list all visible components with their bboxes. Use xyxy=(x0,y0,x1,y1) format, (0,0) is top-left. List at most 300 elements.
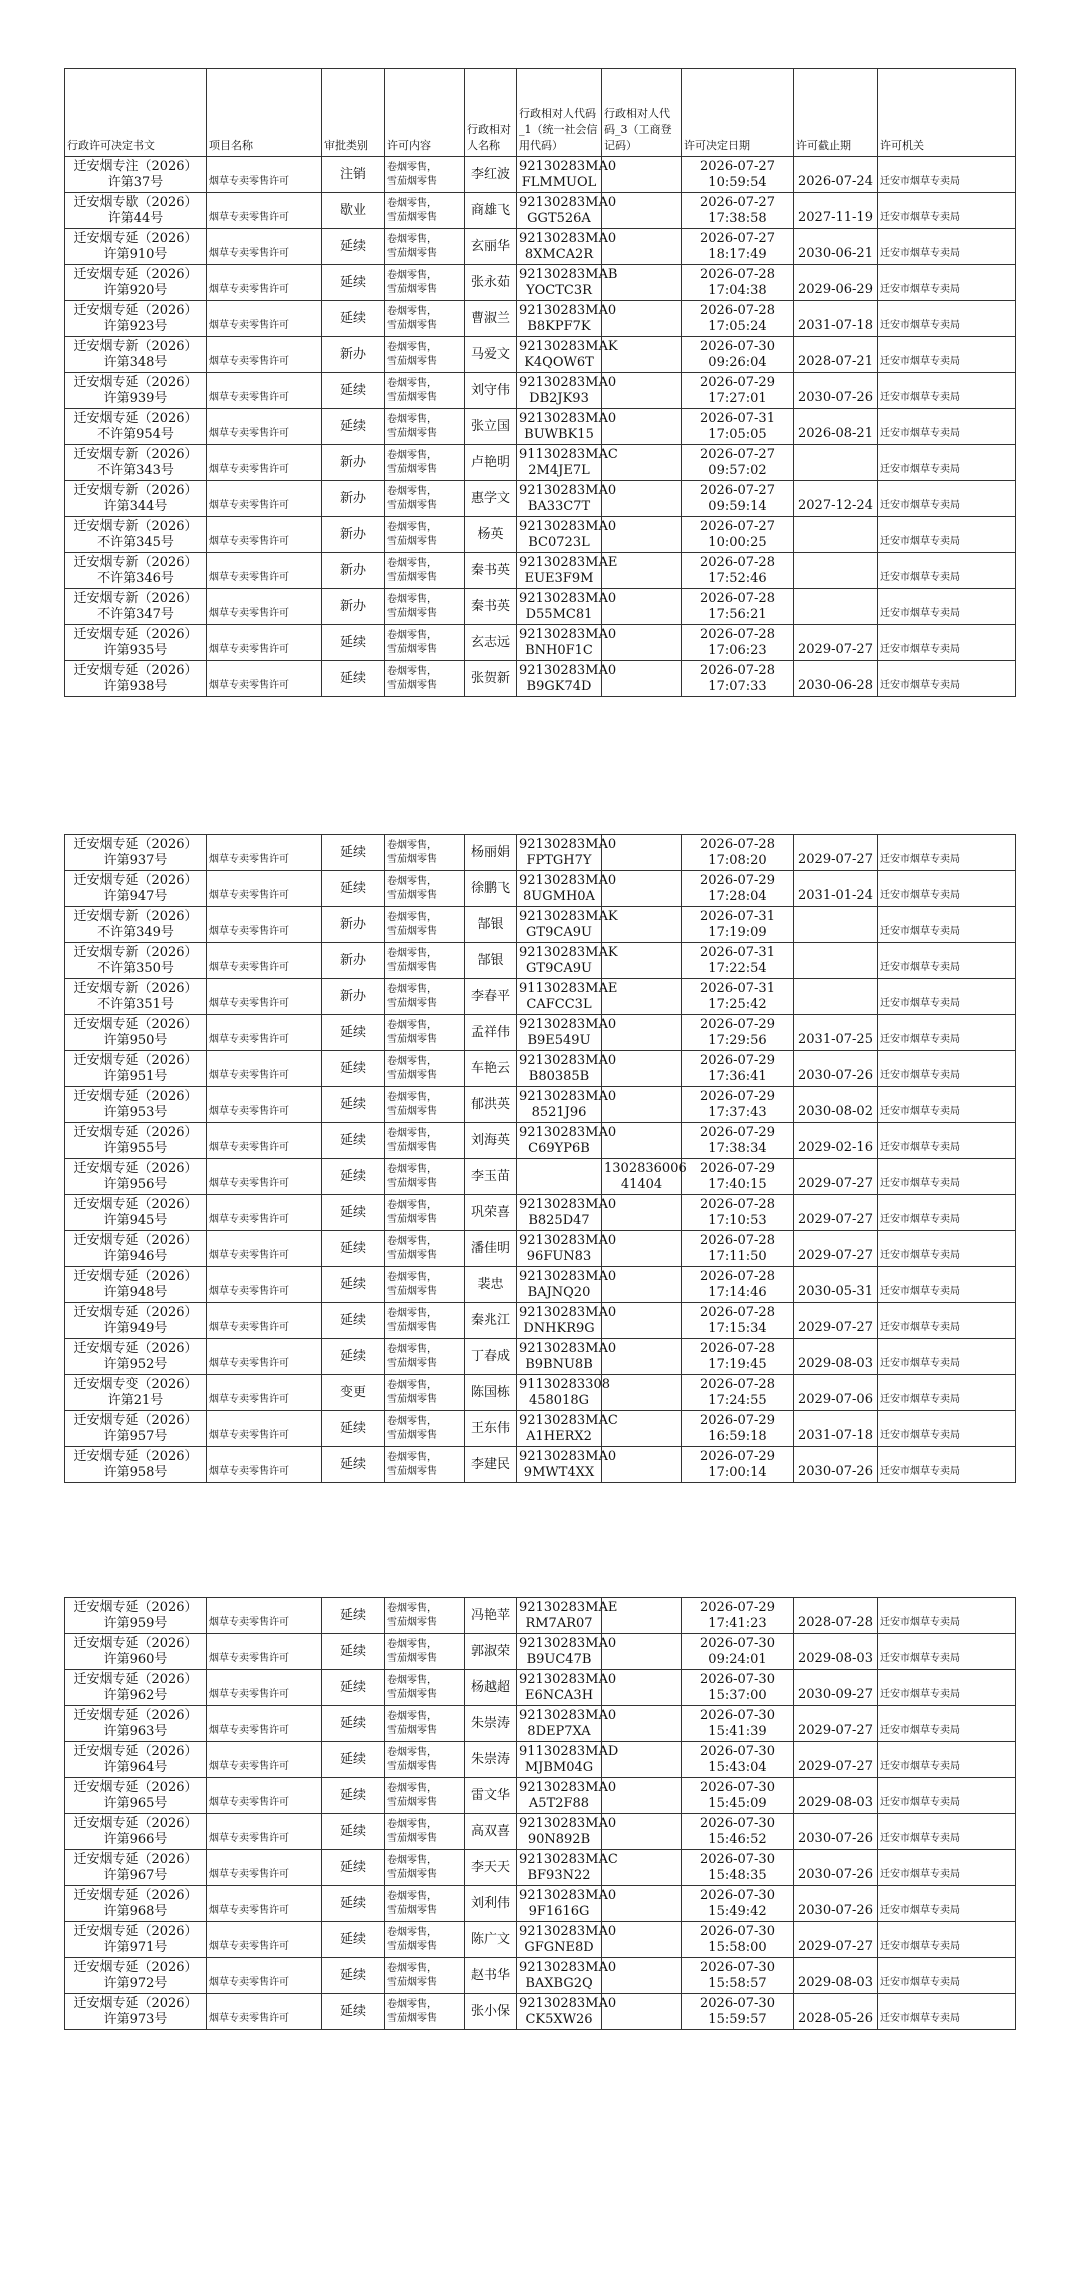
credit-code-cell xyxy=(517,481,617,517)
decision-doc-cell-line: 迁安烟专延（2026） xyxy=(73,1268,198,1284)
decision-doc-cell xyxy=(65,445,207,481)
authority-cell: 迁安市烟草专卖局 xyxy=(878,1670,1016,1706)
table-row xyxy=(65,445,1016,481)
project-name-cell: 烟草专卖零售许可 xyxy=(207,193,322,229)
approval-type-cell: 新办 xyxy=(322,907,385,943)
license-content-cell-line: 雪茄烟零售 xyxy=(387,997,437,1009)
decision-date-cell xyxy=(682,1922,794,1958)
table-row xyxy=(65,1087,1016,1123)
credit-code-cell-line: D55MC81 xyxy=(525,606,593,622)
table-row xyxy=(65,1231,1016,1267)
decision-date-cell xyxy=(682,409,794,445)
approval-type-cell: 延续 xyxy=(322,1886,385,1922)
decision-doc-cell xyxy=(65,1015,207,1051)
decision-date-cell xyxy=(682,1123,794,1159)
credit-code-cell-line: 92130283MA0 xyxy=(519,374,617,390)
license-content-cell-line: 卷烟零售， xyxy=(387,161,437,173)
license-content-cell-line: 卷烟零售， xyxy=(387,521,437,533)
decision-date-cell xyxy=(682,481,794,517)
approval-type-cell: 新办 xyxy=(322,517,385,553)
table-row xyxy=(65,1303,1016,1339)
authority-cell: 迁安市烟草专卖局 xyxy=(878,1267,1016,1303)
decision-doc-cell-line: 迁安烟专延（2026） xyxy=(73,1196,198,1212)
table-row xyxy=(65,265,1016,301)
license-content-cell-line: 雪茄烟零售 xyxy=(387,1904,437,1916)
decision-date-cell xyxy=(682,1634,794,1670)
party-name-cell: 李玉苗 xyxy=(465,1159,517,1195)
decision-date-cell-line: 2026-07-27 xyxy=(700,518,775,534)
credit-code-cell-line: A5T2F88 xyxy=(528,1795,590,1811)
decision-date-cell-line: 17:37:43 xyxy=(708,1104,767,1120)
decision-date-cell-line: 17:11:50 xyxy=(708,1248,767,1264)
project-name-cell: 烟草专卖零售许可 xyxy=(207,337,322,373)
authority-cell: 迁安市烟草专卖局 xyxy=(878,157,1016,193)
license-content-cell-line: 卷烟零售， xyxy=(387,1602,437,1614)
decision-date-cell-line: 17:10:53 xyxy=(708,1212,767,1228)
authority-cell: 迁安市烟草专卖局 xyxy=(878,943,1016,979)
credit-code-cell-line: 92130283MA0 xyxy=(519,1779,617,1795)
decision-date-cell xyxy=(682,835,794,871)
authority-cell: 迁安市烟草专卖局 xyxy=(878,1706,1016,1742)
authority-cell: 迁安市烟草专卖局 xyxy=(878,589,1016,625)
decision-doc-cell xyxy=(65,1447,207,1483)
credit-code-cell xyxy=(517,1375,610,1411)
license-content-cell-line: 雪茄烟零售 xyxy=(387,1796,437,1808)
expiry-date-cell: 2030-06-28 xyxy=(794,661,878,697)
credit-code-cell-line: 92130283MA0 xyxy=(519,1304,617,1320)
credit-code-cell-line: 92130283MAK xyxy=(519,338,618,354)
license-table xyxy=(64,1597,1016,2030)
credit-code-cell xyxy=(517,301,617,337)
license-content-cell-line: 卷烟零售， xyxy=(387,983,437,995)
decision-doc-cell-line: 迁安烟专注（2026） xyxy=(73,158,198,174)
decision-doc-cell-line: 许第21号 xyxy=(107,1392,164,1408)
expiry-date-cell: 2029-07-27 xyxy=(794,1195,878,1231)
project-name-cell: 烟草专卖零售许可 xyxy=(207,1706,322,1742)
decision-date-cell-line: 17:22:54 xyxy=(708,960,767,976)
approval-type-cell: 延续 xyxy=(322,301,385,337)
decision-doc-cell-line: 迁安烟专延（2026） xyxy=(73,1232,198,1248)
decision-doc-cell-line: 许第938号 xyxy=(103,678,168,694)
credit-code-cell-line: E6NCA3H xyxy=(524,1687,594,1703)
credit-code-cell-line: BUWBK15 xyxy=(524,426,594,442)
credit-code-cell-line: 96FUN83 xyxy=(526,1248,592,1264)
approval-type-cell: 变更 xyxy=(322,1375,385,1411)
decision-doc-cell-line: 迁安烟专延（2026） xyxy=(73,836,198,852)
credit-code-cell-line: 92130283MA0 xyxy=(519,230,617,246)
approval-type-cell: 延续 xyxy=(322,265,385,301)
decision-date-cell xyxy=(682,157,794,193)
license-content-cell xyxy=(385,943,465,979)
decision-doc-cell xyxy=(65,1850,207,1886)
decision-date-cell xyxy=(682,1159,794,1195)
credit-code-cell-line: 92130283MA0 xyxy=(519,1671,617,1687)
decision-doc-cell-line: 迁安烟专新（2026） xyxy=(73,908,198,924)
expiry-date-cell: 2028-07-28 xyxy=(794,1598,878,1634)
license-content-cell xyxy=(385,409,465,445)
project-name-cell: 烟草专卖零售许可 xyxy=(207,1778,322,1814)
decision-date-cell-line: 2026-07-28 xyxy=(700,302,775,318)
credit-code-cell-line: 92130283MA0 xyxy=(519,518,617,534)
expiry-date-cell: 2027-12-24 xyxy=(794,481,878,517)
header-cell: 行政许可决定书文 xyxy=(65,69,207,157)
decision-doc-cell-line: 许第973号 xyxy=(103,2011,168,2027)
table-row xyxy=(65,229,1016,265)
decision-doc-cell xyxy=(65,193,207,229)
approval-type-cell: 延续 xyxy=(322,1447,385,1483)
decision-date-cell-line: 2026-07-28 xyxy=(700,1340,775,1356)
decision-date-cell xyxy=(682,517,794,553)
license-content-cell xyxy=(385,1742,465,1778)
license-content-cell-line: 雪茄烟零售 xyxy=(387,1033,437,1045)
expiry-date-cell: 2030-07-26 xyxy=(794,1814,878,1850)
table-row xyxy=(65,157,1016,193)
expiry-date-cell: 2029-08-03 xyxy=(794,1634,878,1670)
decision-doc-cell-line: 迁安烟专延（2026） xyxy=(73,1448,198,1464)
license-content-cell-line: 雪茄烟零售 xyxy=(387,1616,437,1628)
license-content-cell xyxy=(385,301,465,337)
header-cell: 行政相对人名称 xyxy=(465,69,517,157)
decision-date-cell-line: 2026-07-28 xyxy=(700,1376,775,1392)
license-content-cell-line: 卷烟零售， xyxy=(387,1307,437,1319)
decision-doc-cell-line: 迁安烟专延（2026） xyxy=(73,872,198,888)
credit-code-cell-line: 92130283MA0 xyxy=(519,1995,617,2011)
expiry-date-cell: 2030-06-21 xyxy=(794,229,878,265)
decision-date-cell xyxy=(682,1015,794,1051)
table-row xyxy=(65,1123,1016,1159)
license-content-cell-line: 卷烟零售， xyxy=(387,197,437,209)
decision-date-cell-line: 17:19:45 xyxy=(708,1356,767,1372)
approval-type-cell: 延续 xyxy=(322,1706,385,1742)
approval-type-cell: 延续 xyxy=(322,1231,385,1267)
decision-date-cell-line: 2026-07-29 xyxy=(700,1124,775,1140)
license-content-cell-line: 卷烟零售， xyxy=(387,1890,437,1902)
decision-doc-cell xyxy=(65,1670,207,1706)
credit-code-cell-line: 92130283MAB xyxy=(519,266,618,282)
decision-date-cell-line: 17:05:24 xyxy=(708,318,767,334)
decision-doc-cell xyxy=(65,1339,207,1375)
credit-code-cell-line: CAFCC3L xyxy=(526,996,592,1012)
authority-cell: 迁安市烟草专卖局 xyxy=(878,1159,1016,1195)
table-row xyxy=(65,1339,1016,1375)
authority-cell: 迁安市烟草专卖局 xyxy=(878,1994,1016,2030)
approval-type-cell: 延续 xyxy=(322,1303,385,1339)
party-name-cell: 车艳云 xyxy=(465,1051,517,1087)
project-name-cell: 烟草专卖零售许可 xyxy=(207,1886,322,1922)
approval-type-cell: 延续 xyxy=(322,1670,385,1706)
license-content-cell xyxy=(385,1598,465,1634)
header-cell: 行政相对人代码_3（工商登记码） xyxy=(602,69,682,157)
decision-doc-cell xyxy=(65,1303,207,1339)
credit-code-cell xyxy=(517,1814,617,1850)
decision-doc-cell xyxy=(65,1267,207,1303)
license-content-cell xyxy=(385,1303,465,1339)
license-content-cell xyxy=(385,265,465,301)
decision-date-cell-line: 2026-07-28 xyxy=(700,1268,775,1284)
expiry-date-cell: 2026-07-24 xyxy=(794,157,878,193)
credit-code-cell-line: 92130283MA0 xyxy=(519,302,617,318)
project-name-cell: 烟草专卖零售许可 xyxy=(207,1634,322,1670)
credit-code-cell xyxy=(517,1123,617,1159)
party-name-cell: 郁洪英 xyxy=(465,1087,517,1123)
table-row xyxy=(65,1015,1016,1051)
license-table xyxy=(64,834,1016,1483)
license-content-cell-line: 雪茄烟零售 xyxy=(387,1141,437,1153)
decision-doc-cell-line: 许第971号 xyxy=(103,1939,168,1955)
credit-code-cell-line: B9BNU8B xyxy=(525,1356,593,1372)
decision-date-cell-line: 16:59:18 xyxy=(708,1428,767,1444)
license-content-cell xyxy=(385,1123,465,1159)
expiry-date-cell: 2031-07-25 xyxy=(794,1015,878,1051)
license-content-cell-line: 雪茄烟零售 xyxy=(387,175,437,187)
authority-cell: 迁安市烟草专卖局 xyxy=(878,625,1016,661)
authority-cell: 迁安市烟草专卖局 xyxy=(878,409,1016,445)
license-content-cell-line: 雪茄烟零售 xyxy=(387,1213,437,1225)
credit-code-cell-line: 92130283MAK xyxy=(519,944,618,960)
table-row xyxy=(65,1447,1016,1483)
expiry-date-cell: 2030-07-26 xyxy=(794,1051,878,1087)
license-content-cell-line: 卷烟零售， xyxy=(387,305,437,317)
party-name-cell: 刘守伟 xyxy=(465,373,517,409)
decision-date-cell-line: 17:07:33 xyxy=(708,678,767,694)
credit-code-cell-line: 92130283MA0 xyxy=(519,662,617,678)
credit-code-cell-line: 92130283MA0 xyxy=(519,872,617,888)
credit-code-cell xyxy=(517,625,617,661)
credit-code-cell-line: FLMMUOL xyxy=(521,174,597,190)
party-name-cell: 孟祥伟 xyxy=(465,1015,517,1051)
table-row xyxy=(65,1051,1016,1087)
project-name-cell: 烟草专卖零售许可 xyxy=(207,1814,322,1850)
license-content-cell-line: 卷烟零售， xyxy=(387,1998,437,2010)
approval-type-cell: 延续 xyxy=(322,1267,385,1303)
license-content-cell xyxy=(385,1886,465,1922)
license-content-cell xyxy=(385,1922,465,1958)
credit-code-cell xyxy=(517,835,617,871)
authority-cell: 迁安市烟草专卖局 xyxy=(878,1850,1016,1886)
license-content-cell-line: 雪茄烟零售 xyxy=(387,1832,437,1844)
credit-code-cell xyxy=(517,1231,617,1267)
approval-type-cell: 歇业 xyxy=(322,193,385,229)
license-content-cell-line: 雪茄烟零售 xyxy=(387,679,437,691)
decision-doc-cell-line: 许第968号 xyxy=(103,1903,168,1919)
credit-code-cell-line: 9MWT4XX xyxy=(523,1464,595,1480)
decision-doc-cell xyxy=(65,1958,207,1994)
credit-code-cell xyxy=(517,1670,617,1706)
decision-doc-cell-line: 迁安烟专延（2026） xyxy=(73,1815,198,1831)
expiry-date-cell: 2030-07-26 xyxy=(794,1447,878,1483)
license-table xyxy=(64,68,1016,697)
decision-date-cell-line: 15:49:42 xyxy=(708,1903,767,1919)
credit-code-cell xyxy=(517,1087,617,1123)
license-content-cell xyxy=(385,1159,465,1195)
table-row xyxy=(65,871,1016,907)
decision-date-cell xyxy=(682,871,794,907)
decision-doc-cell-line: 迁安烟专新（2026） xyxy=(73,944,198,960)
authority-cell: 迁安市烟草专卖局 xyxy=(878,301,1016,337)
project-name-cell: 烟草专卖零售许可 xyxy=(207,1670,322,1706)
license-content-cell xyxy=(385,481,465,517)
credit-code-cell-line: BNH0F1C xyxy=(525,642,593,658)
credit-code-cell-line: 92130283MAC xyxy=(519,1412,618,1428)
party-name-cell: 郜银 xyxy=(465,943,517,979)
decision-doc-cell-line: 迁安烟专延（2026） xyxy=(73,1635,198,1651)
decision-doc-cell-line: 不许第349号 xyxy=(97,924,174,940)
decision-date-cell-line: 17:36:41 xyxy=(708,1068,767,1084)
credit-code-cell-line: DB2JK93 xyxy=(529,390,589,406)
decision-doc-cell-line: 迁安烟专延（2026） xyxy=(73,1124,198,1140)
credit-code-cell xyxy=(517,373,617,409)
party-name-cell: 李红波 xyxy=(465,157,517,193)
decision-doc-cell-line: 迁安烟专延（2026） xyxy=(73,626,198,642)
license-content-cell-line: 雪茄烟零售 xyxy=(387,535,437,547)
decision-doc-cell-line: 许第972号 xyxy=(103,1975,168,1991)
decision-date-cell xyxy=(682,1375,794,1411)
license-content-cell-line: 雪茄烟零售 xyxy=(387,1688,437,1700)
decision-doc-cell-line: 许第952号 xyxy=(103,1356,168,1372)
expiry-date-cell: 2029-07-27 xyxy=(794,625,878,661)
credit-code-cell-line: 90N892B xyxy=(527,1831,591,1847)
decision-doc-cell-line: 许第945号 xyxy=(103,1212,168,1228)
decision-doc-cell-line: 许第951号 xyxy=(103,1068,168,1084)
party-name-cell: 张贺新 xyxy=(465,661,517,697)
decision-date-cell xyxy=(682,661,794,697)
decision-date-cell-line: 2026-07-27 xyxy=(700,446,775,462)
expiry-date-cell: 2030-09-27 xyxy=(794,1670,878,1706)
decision-date-cell-line: 2026-07-27 xyxy=(700,230,775,246)
project-name-cell: 烟草专卖零售许可 xyxy=(207,1303,322,1339)
party-name-cell: 张小保 xyxy=(465,1994,517,2030)
decision-doc-cell-line: 许第950号 xyxy=(103,1032,168,1048)
license-content-cell-line: 雪茄烟零售 xyxy=(387,463,437,475)
decision-doc-cell-line: 许第955号 xyxy=(103,1140,168,1156)
decision-doc-cell-line: 许第949号 xyxy=(103,1320,168,1336)
credit-code-cell xyxy=(517,445,618,481)
decision-doc-cell-line: 迁安烟专延（2026） xyxy=(73,410,198,426)
table-row xyxy=(65,1195,1016,1231)
credit-code-cell xyxy=(517,1634,617,1670)
license-content-cell xyxy=(385,1706,465,1742)
decision-date-cell-line: 2026-07-30 xyxy=(700,1815,775,1831)
license-content-cell xyxy=(385,1634,465,1670)
decision-date-cell-line: 2026-07-28 xyxy=(700,1196,775,1212)
license-content-cell-line: 雪茄烟零售 xyxy=(387,1868,437,1880)
decision-date-cell-line: 2026-07-29 xyxy=(700,1448,775,1464)
project-name-cell: 烟草专卖零售许可 xyxy=(207,1742,322,1778)
table-row xyxy=(65,1994,1016,2030)
authority-cell: 迁安市烟草专卖局 xyxy=(878,373,1016,409)
decision-doc-cell xyxy=(65,265,207,301)
authority-cell: 迁安市烟草专卖局 xyxy=(878,265,1016,301)
party-name-cell: 李春平 xyxy=(465,979,517,1015)
decision-date-cell xyxy=(682,1303,794,1339)
party-name-cell: 赵书华 xyxy=(465,1958,517,1994)
decision-doc-cell xyxy=(65,661,207,697)
project-name-cell: 烟草专卖零售许可 xyxy=(207,1195,322,1231)
decision-doc-cell xyxy=(65,301,207,337)
license-content-cell-line: 卷烟零售， xyxy=(387,1674,437,1686)
license-content-cell xyxy=(385,1051,465,1087)
decision-doc-cell-line: 许第946号 xyxy=(103,1248,168,1264)
table-row xyxy=(65,1814,1016,1850)
authority-cell: 迁安市烟草专卖局 xyxy=(878,871,1016,907)
credit-code-cell-line: 92130283MA0 xyxy=(519,1815,617,1831)
project-name-cell: 烟草专卖零售许可 xyxy=(207,445,322,481)
decision-date-cell-line: 2026-07-30 xyxy=(700,1995,775,2011)
decision-date-cell xyxy=(682,193,794,229)
project-name-cell: 烟草专卖零售许可 xyxy=(207,943,322,979)
table-row xyxy=(65,1598,1016,1634)
license-content-cell-line: 雪茄烟零售 xyxy=(387,1940,437,1952)
license-content-cell-line: 雪茄烟零售 xyxy=(387,1249,437,1261)
table-row xyxy=(65,1850,1016,1886)
authority-cell: 迁安市烟草专卖局 xyxy=(878,1411,1016,1447)
authority-cell: 迁安市烟草专卖局 xyxy=(878,1303,1016,1339)
license-content-cell-line: 雪茄烟零售 xyxy=(387,283,437,295)
table-row xyxy=(65,835,1016,871)
credit-code-cell xyxy=(517,1886,617,1922)
project-name-cell: 烟草专卖零售许可 xyxy=(207,1375,322,1411)
credit-code-cell xyxy=(517,661,617,697)
decision-date-cell xyxy=(682,1814,794,1850)
decision-doc-cell xyxy=(65,589,207,625)
credit-code-cell xyxy=(517,409,617,445)
expiry-date-cell: 2029-07-27 xyxy=(794,1742,878,1778)
party-name-cell: 秦兆江 xyxy=(465,1303,517,1339)
license-content-cell-line: 卷烟零售， xyxy=(387,1854,437,1866)
decision-date-cell xyxy=(682,1598,794,1634)
credit-code-cell xyxy=(517,1339,617,1375)
decision-doc-cell-line: 迁安烟专延（2026） xyxy=(73,1160,198,1176)
credit-code-cell-line: 92130283MA0 xyxy=(519,1340,617,1356)
decision-doc-cell-line: 迁安烟专延（2026） xyxy=(73,1052,198,1068)
decision-date-cell-line: 2026-07-30 xyxy=(700,338,775,354)
approval-type-cell: 新办 xyxy=(322,445,385,481)
decision-date-cell-line: 17:14:46 xyxy=(708,1284,767,1300)
decision-date-cell-line: 2026-07-30 xyxy=(700,1851,775,1867)
decision-date-cell-line: 15:43:04 xyxy=(708,1759,767,1775)
project-name-cell: 烟草专卖零售许可 xyxy=(207,1339,322,1375)
party-name-cell: 潘佳明 xyxy=(465,1231,517,1267)
project-name-cell: 烟草专卖零售许可 xyxy=(207,1051,322,1087)
license-content-cell-line: 雪茄烟零售 xyxy=(387,961,437,973)
license-content-cell xyxy=(385,1411,465,1447)
decision-doc-cell-line: 不许第345号 xyxy=(97,534,174,550)
decision-date-cell-line: 17:29:56 xyxy=(708,1032,767,1048)
project-name-cell: 烟草专卖零售许可 xyxy=(207,1159,322,1195)
license-content-cell-line: 雪茄烟零售 xyxy=(387,391,437,403)
credit-code-cell-line: 92130283MA0 xyxy=(519,1268,617,1284)
expiry-date-cell: 2029-07-27 xyxy=(794,835,878,871)
header-cell: 审批类别 xyxy=(322,69,385,157)
credit-code-cell xyxy=(517,1015,617,1051)
license-content-cell xyxy=(385,1231,465,1267)
credit-code-cell-line: 92130283MA0 xyxy=(519,1448,617,1464)
project-name-cell: 烟草专卖零售许可 xyxy=(207,553,322,589)
expiry-date-cell: 2029-07-27 xyxy=(794,1159,878,1195)
decision-date-cell-line: 17:00:14 xyxy=(708,1464,767,1480)
decision-date-cell-line: 15:45:09 xyxy=(708,1795,767,1811)
license-content-cell xyxy=(385,589,465,625)
decision-date-cell-line: 2026-07-28 xyxy=(700,662,775,678)
license-content-cell-line: 雪茄烟零售 xyxy=(387,247,437,259)
credit-code-cell-line: 91130283MAE xyxy=(519,980,618,996)
decision-doc-cell xyxy=(65,835,207,871)
decision-doc-cell-line: 迁安烟专延（2026） xyxy=(73,1995,198,2011)
decision-doc-cell-line: 迁安烟专延（2026） xyxy=(73,1923,198,1939)
decision-date-cell-line: 15:58:00 xyxy=(708,1939,767,1955)
approval-type-cell: 延续 xyxy=(322,1922,385,1958)
project-name-cell: 烟草专卖零售许可 xyxy=(207,517,322,553)
